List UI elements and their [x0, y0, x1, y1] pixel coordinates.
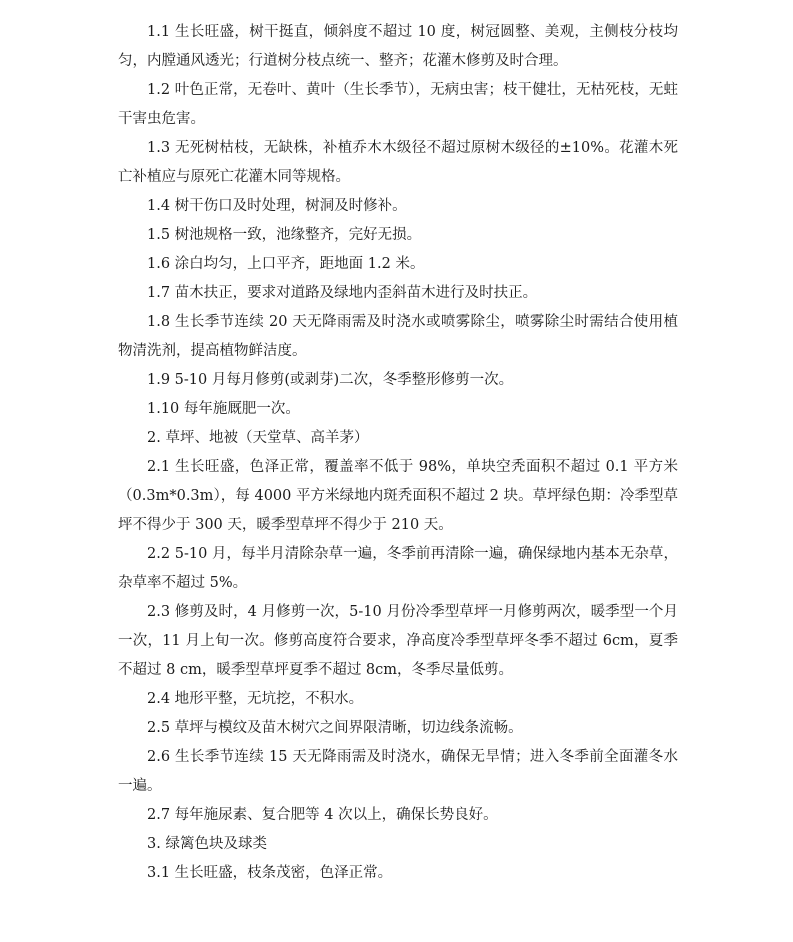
paragraph-2-6: 2.6 生长季节连续 15 天无降雨需及时浇水，确保无旱情；进入冬季前全面灌冬水一遍。	[118, 749, 678, 794]
paragraph-1-7: 1.7 苗木扶正，要求对道路及绿地内歪斜苗木进行及时扶正。	[147, 285, 538, 301]
paragraph-2-5: 2.5 草坪与模纹及苗木树穴之间界限清晰，切边线条流畅。	[147, 720, 523, 736]
paragraph-2-1: 2.1 生长旺盛，色泽正常，覆盖率不低于 98%，单块空秃面积不超过 0.1 平方米（0.3m*0.3m），每 4000 平方米绿地内斑秃面积不超过 2 块。草坪绿色期：冷季型草坪不得少于 300 天，暖季型草坪不得少于 210 天。	[118, 459, 678, 533]
paragraph-2-3: 2.3 修剪及时，4 月修剪一次，5-10 月份冷季型草坪一月修剪两次，暖季型一个月一次，11 月上旬一次。修剪高度符合要求，净高度冷季型草坪冬季不超过 6cm，夏季不超过 8 cm，暖季型草坪夏季不超过 8cm，冬季尽量低剪。	[118, 604, 678, 678]
document-body	[118, 18, 678, 888]
paragraph-1-2: 1.2 叶色正常，无卷叶、黄叶（生长季节），无病虫害；枝干健壮，无枯死枝，无蛀干害虫危害。	[118, 82, 678, 127]
paragraph-1-3: 1.3 无死树枯枝，无缺株，补植乔木木级径不超过原树木级径的±10%。花灌木死亡补植应与原死亡花灌木同等规格。	[118, 140, 678, 185]
paragraph-3-1: 3.1 生长旺盛，枝条茂密，色泽正常。	[147, 865, 393, 881]
paragraph-1-6: 1.6 涂白均匀，上口平齐，距地面 1.2 米。	[147, 256, 425, 272]
paragraph-1-5: 1.5 树池规格一致，池缘整齐，完好无损。	[147, 227, 422, 243]
paragraph-1-9: 1.9 5-10 月每月修剪(或剥芽)二次，冬季整形修剪一次。	[147, 372, 514, 388]
paragraph-2-7: 2.7 每年施尿素、复合肥等 4 次以上，确保长势良好。	[147, 807, 498, 823]
paragraph-1-8: 1.8 生长季节连续 20 天无降雨需及时浇水或喷雾除尘，喷雾除尘时需结合使用植物清洗剂，提高植物鲜洁度。	[118, 314, 678, 359]
section-heading-3: 3. 绿篱色块及球类	[147, 836, 267, 852]
section-heading-2: 2. 草坪、地被（天堂草、高羊茅）	[147, 430, 369, 446]
paragraph-2-2: 2.2 5-10 月，每半月清除杂草一遍，冬季前再清除一遍，确保绿地内基本无杂草，杂草率不超过 5%。	[118, 546, 678, 591]
paragraph-2-4: 2.4 地形平整，无坑挖，不积水。	[147, 691, 364, 707]
paragraph-1-4: 1.4 树干伤口及时处理，树洞及时修补。	[147, 198, 407, 214]
paragraph-1-10: 1.10 每年施厩肥一次。	[147, 401, 300, 417]
paragraph-1-1: 1.1 生长旺盛，树干挺直，倾斜度不超过 10 度，树冠圆整、美观，主侧枝分枝均匀，内膛通风透光；行道树分枝点统一、整齐；花灌木修剪及时合理。	[118, 24, 678, 69]
